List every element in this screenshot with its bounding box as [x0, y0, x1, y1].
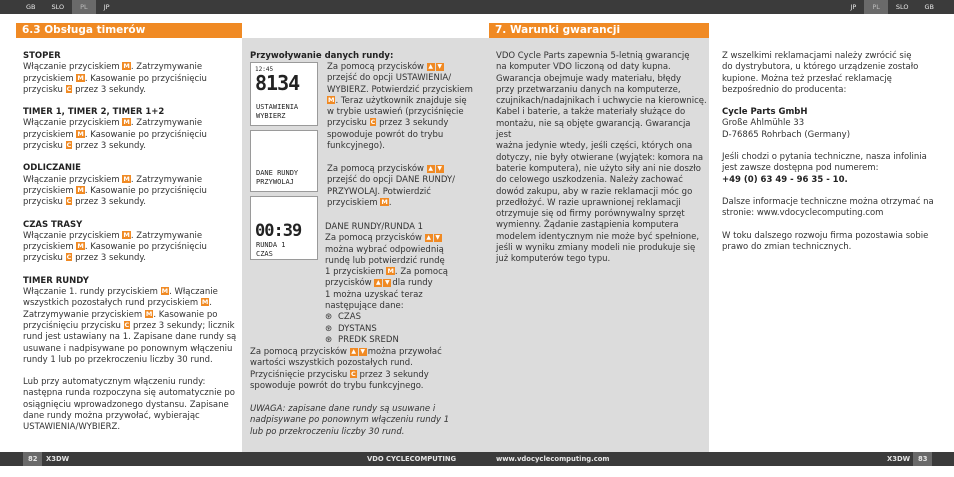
bullet-item: ⊛ PREDK SREDN [325, 335, 475, 346]
text: przejść do opcji DANE RUNDY/ [327, 175, 456, 186]
text: można przywołać [367, 347, 442, 357]
section-heading: 6.3 Obsługa timerów [16, 23, 242, 38]
text: Zatrzymywanie przyciskiem [23, 309, 143, 320]
text: . Zatrzymywanie [130, 174, 203, 185]
text: Włączanie przyciskiem [23, 230, 120, 241]
text: jest zawsze dostępna pod numerem: [722, 163, 879, 174]
lang-tab-slo[interactable]: SLO [51, 3, 65, 11]
down-arrow-icon: ▼ [437, 165, 443, 172]
text: przez 3 sekundy. [75, 141, 146, 152]
text: Za pomocą przycisków [325, 233, 423, 244]
page-number: 82 [23, 452, 42, 466]
odliczanie-block [23, 163, 241, 208]
c-key-icon: C [66, 253, 72, 262]
text: do celowego uszkodzenia. Należy zachować [496, 175, 683, 186]
text: usuwane i nadpisywane po ponownym włączeniu [23, 343, 233, 354]
m-key-icon: M [123, 174, 130, 183]
text: przez 3 sekundy [379, 118, 449, 129]
text: rund jest ustawiany na 1. Zapisane dane rundy są [23, 332, 237, 343]
text: spowoduje powrót do trybu [327, 129, 444, 140]
timer-column [23, 51, 241, 434]
text: czujnikach/nadajnikach i uchwycie na kierownicę. [496, 96, 707, 107]
contact-text [722, 51, 947, 253]
text: 1 można uzyskać teraz [325, 289, 423, 300]
recall-heading: Przywoływanie danych rundy: [250, 51, 394, 61]
text: Z wszelkimi reklamacjami należy zwrócić się [722, 51, 912, 61]
text: przez 3 sekundy. [75, 84, 146, 95]
section-heading: 7. Warunki gwarancji [489, 23, 709, 38]
text: 1 przyciskiem [325, 267, 384, 278]
auto-lap-block [23, 377, 241, 433]
address-block [722, 107, 947, 141]
text: przez 3 sekundy; licznik [133, 320, 235, 331]
language-tabs [18, 0, 118, 14]
text: Jeśli chodzi o pytania techniczne, nasza infolinia [722, 152, 927, 163]
m-key-icon: M [77, 242, 84, 251]
note-block [250, 404, 472, 438]
hotline-block [722, 152, 947, 186]
text: wartości wszystkich pozostałych rund. [250, 358, 413, 369]
recall-step-3 [325, 222, 475, 346]
text: rundę lub potwierdzić rundę [325, 255, 445, 266]
text: dowód zakupu, aby w razie reklamacji móc go [496, 186, 693, 197]
text[interactable]: stronie: www.vdocyclecomputing.com [722, 208, 884, 219]
text: dane rundy można przywołać, wybierając [23, 411, 200, 422]
timer-rundy-heading: TIMER RUNDY [23, 275, 89, 286]
text: przycisku [327, 118, 367, 129]
lcd-display-settings [250, 62, 318, 126]
lang-tab-gb[interactable]: GB [26, 3, 36, 11]
lang-tab-jp[interactable]: JP [850, 3, 857, 11]
text: przyciskiem [23, 242, 74, 253]
text: Włączanie przyciskiem [23, 174, 120, 185]
text: przycisku [23, 84, 63, 95]
text: jeśli w wyniku zmiany modeli nie produkuje się [496, 243, 696, 254]
text: . Kasowanie po przyciśnięciu [84, 242, 207, 253]
changes-block [722, 231, 947, 254]
m-key-icon: M [381, 197, 388, 206]
text: . [388, 197, 392, 208]
text: . Za pomocą [394, 267, 449, 278]
website-link[interactable]: www.vdocyclecomputing.com [496, 455, 610, 463]
text: przyciskiem [23, 185, 74, 196]
text: Włączanie przyciskiem [23, 118, 120, 129]
text: można wybrać odpowiednią [325, 244, 444, 255]
text: ważna jedynie wtedy, jeśli części, których ona [496, 141, 693, 152]
text: D-76865 Rohrbach (Germany) [722, 129, 851, 140]
text: UWAGA: zapisane dane rundy są usuwane i [250, 404, 436, 414]
text: PRZYWOLAJ. Potwierdzić [327, 186, 431, 197]
text: następna runda rozpoczyna się automatycznie po [23, 388, 235, 399]
recall-step-1 [327, 62, 477, 152]
text: W toku dalszego rozwoju firma pozostawia sobie [722, 230, 929, 241]
lcd-clock: 12:45 [255, 66, 274, 73]
c-key-icon: C [350, 369, 356, 378]
text: prawo do zmian technicznych. [722, 241, 852, 252]
model-name: X3DW [46, 455, 70, 463]
lang-tab-pl[interactable]: PL [72, 0, 96, 14]
m-key-icon: M [123, 118, 130, 127]
claims-block [722, 51, 947, 96]
text: . [209, 298, 212, 309]
lcd-digits: 8134 [255, 71, 300, 95]
text: . Kasowanie po przyciśnięciu [84, 129, 207, 140]
lcd-line: WYBIERZ [256, 112, 286, 120]
text: przedłożyć. W razie uprawnionej reklamacji [496, 197, 681, 208]
text: . Włączanie [169, 287, 218, 298]
company-name: Cycle Parts GmbH [722, 107, 808, 118]
text: Gwarancja obejmuje wady materiału, błędy [496, 73, 682, 84]
text: przyciśnięciu przycisku [23, 320, 121, 331]
text: do dystrybutora, u którego urządzenie zostało [722, 62, 919, 73]
czas-trasy-block [23, 220, 241, 265]
timer-rundy-block [23, 276, 241, 366]
lang-tab-pl[interactable]: PL [864, 0, 888, 14]
down-arrow-icon: ▼ [435, 234, 441, 242]
stoper-heading: STOPER [23, 51, 61, 61]
text: . Kasowanie po przyciśnięciu [84, 185, 207, 196]
m-key-icon: M [387, 267, 394, 276]
m-key-icon: M [77, 129, 84, 138]
text: rundy 1 lub po przekroczeniu liczby 30 rund. [23, 354, 213, 365]
text: wymienny. Żądanie zastąpienia komputera [496, 220, 679, 231]
down-arrow-icon: ▼ [360, 348, 366, 355]
info-block [722, 197, 947, 220]
up-arrow-icon: ▲ [351, 348, 357, 355]
text: . Kasowanie po [153, 309, 218, 320]
m-key-icon: M [77, 185, 84, 194]
text: następujące dane: [325, 301, 404, 312]
text: otrzymuje się od firmy porównywalny sprzęt [496, 209, 685, 220]
text: Za pomocą przycisków [327, 62, 425, 72]
text: Włączanie przyciskiem [23, 62, 120, 73]
text: bezpośrednio do producenta: [722, 84, 847, 95]
up-arrow-icon: ▲ [426, 234, 432, 242]
m-key-icon: M [161, 287, 169, 296]
text: modelem identycznym nie może być spełnione, [496, 231, 700, 242]
recall-step-2 [327, 164, 477, 209]
text: przez 3 sekundy [359, 369, 429, 380]
lcd-line: USTAWIENIA [256, 103, 299, 111]
text: Lub przy automatycznym włączeniu rundy: [23, 377, 206, 388]
text: baterie komputera), nie użyto siły ani nie doszło [496, 163, 701, 174]
m-key-icon: M [123, 230, 130, 239]
c-key-icon: C [66, 141, 72, 150]
text: Kabel i baterie, a także materiały służące do [496, 107, 686, 118]
language-tabs [842, 0, 942, 14]
text: przez 3 sekundy. [75, 197, 146, 208]
text: VDO Cycle Parts zapewnia 5-letnią gwarancję [496, 51, 690, 61]
text: przycisków [325, 278, 372, 289]
c-key-icon: C [370, 118, 376, 127]
text: dla rundy [392, 278, 433, 289]
down-arrow-icon: ▼ [437, 63, 443, 70]
lcd-line: PRZYWOLAJ [256, 178, 294, 186]
text: w trybie ustawień (przyciśnięcie [327, 107, 464, 118]
text: dotyczy, nie były otwierane (wyjątek: komora na [496, 152, 704, 163]
text: na komputer VDO liczoną od daty kupna. [496, 62, 671, 73]
model-name: X3DW [887, 455, 911, 463]
text: Za pomocą przycisków [250, 347, 348, 357]
lcd-display-lap1 [250, 196, 318, 260]
right-page [477, 0, 954, 477]
bullet-item: ⊛ DYSTANS [325, 324, 475, 335]
text: kupione. Można też przesłać reklamację [722, 73, 892, 84]
text: przyciskiem [327, 197, 378, 208]
c-key-icon: C [66, 84, 72, 93]
text: DANE RUNDY/RUNDA 1 [325, 222, 424, 232]
text: . Kasowanie po przyciśnięciu [84, 73, 207, 84]
phone-number: +49 (0) 63 49 - 96 35 - 10. [722, 174, 848, 185]
czas-trasy-heading: CZAS TRASY [23, 219, 83, 230]
m-key-icon: M [77, 73, 84, 82]
text: przyciskiem [23, 73, 74, 84]
lang-tab-jp[interactable]: JP [103, 3, 110, 11]
lcd-digits: 00:39 [255, 221, 302, 241]
text: wszystkich pozostałych rund przyciskiem [23, 298, 199, 309]
text: Große Ahlmühle 33 [722, 118, 805, 129]
text: przycisku [23, 197, 63, 208]
text: przy przetwarzaniu danych na komputerze, [496, 84, 681, 95]
down-arrow-icon: ▼ [385, 279, 390, 287]
text: przejść do opcji USTAWIENIA/ [327, 73, 452, 84]
lcd-line: DANE RUNDY [256, 169, 299, 177]
text: przycisku [23, 253, 63, 264]
text: spowoduje powrót do trybu funkcyjnego. [250, 380, 424, 391]
text: Za pomocą przycisków [327, 164, 425, 174]
text: . Zatrzymywanie [130, 230, 203, 241]
text: przez 3 sekundy. [75, 253, 146, 264]
lcd-display-lap-data [250, 130, 318, 192]
text: funkcyjnego). [327, 141, 385, 152]
stoper-block [23, 51, 241, 96]
recall-step-4 [250, 347, 472, 392]
text: USTAWIENIA/WYBIERZ. [23, 422, 121, 433]
timer-block [23, 107, 241, 152]
text: osiągnięciu wprowadzonego dystansu. Zapisane [23, 399, 229, 410]
text: montażu, nie są objęte gwarancją. Gwarancja jest [496, 118, 691, 141]
text: Włączanie 1. rundy przyciskiem [23, 287, 158, 298]
text: Przyciśnięcie przycisku [250, 369, 348, 380]
text: nadpisywane po ponownym włączeniu rundy 1 [250, 415, 450, 426]
text: WYBIERZ. Potwierdzić przyciskiem [327, 84, 473, 95]
lcd-line: CZAS [256, 250, 273, 258]
text: . Teraz użytkownik znajduje się [335, 95, 467, 106]
text: przyciskiem [23, 129, 74, 140]
timer-heading: TIMER 1, TIMER 2, TIMER 1+2 [23, 107, 165, 118]
odliczanie-heading: ODLICZANIE [23, 163, 81, 174]
lcd-line: RUNDA 1 [256, 241, 286, 249]
footer-bar [0, 452, 477, 466]
m-key-icon: M [123, 62, 130, 71]
lang-tab-gb[interactable]: GB [924, 3, 934, 11]
text: lub po przekroczeniu liczby 30 rund. [250, 426, 405, 437]
text: przycisku [23, 141, 63, 152]
brand-name: VDO CYCLECOMPUTING [367, 455, 457, 463]
c-key-icon: C [124, 320, 130, 329]
m-key-icon: M [201, 298, 209, 307]
text: . Zatrzymywanie [130, 118, 203, 129]
warranty-text [496, 51, 708, 266]
c-key-icon: C [66, 197, 72, 206]
m-key-icon: M [328, 95, 335, 104]
text: . Zatrzymywanie [130, 62, 203, 73]
up-arrow-icon: ▲ [376, 279, 381, 287]
lang-tab-slo[interactable]: SLO [895, 3, 909, 11]
text: Dalsze informacje techniczne można otrzymać na [722, 196, 934, 207]
up-arrow-icon: ▲ [428, 165, 434, 172]
bullet-item: ⊛ CZAS [325, 312, 475, 323]
m-key-icon: M [145, 309, 153, 318]
footer-bar [477, 452, 954, 466]
text: już komputerów tego typu. [496, 254, 611, 265]
page-number: 83 [913, 452, 932, 466]
up-arrow-icon: ▲ [428, 63, 434, 70]
